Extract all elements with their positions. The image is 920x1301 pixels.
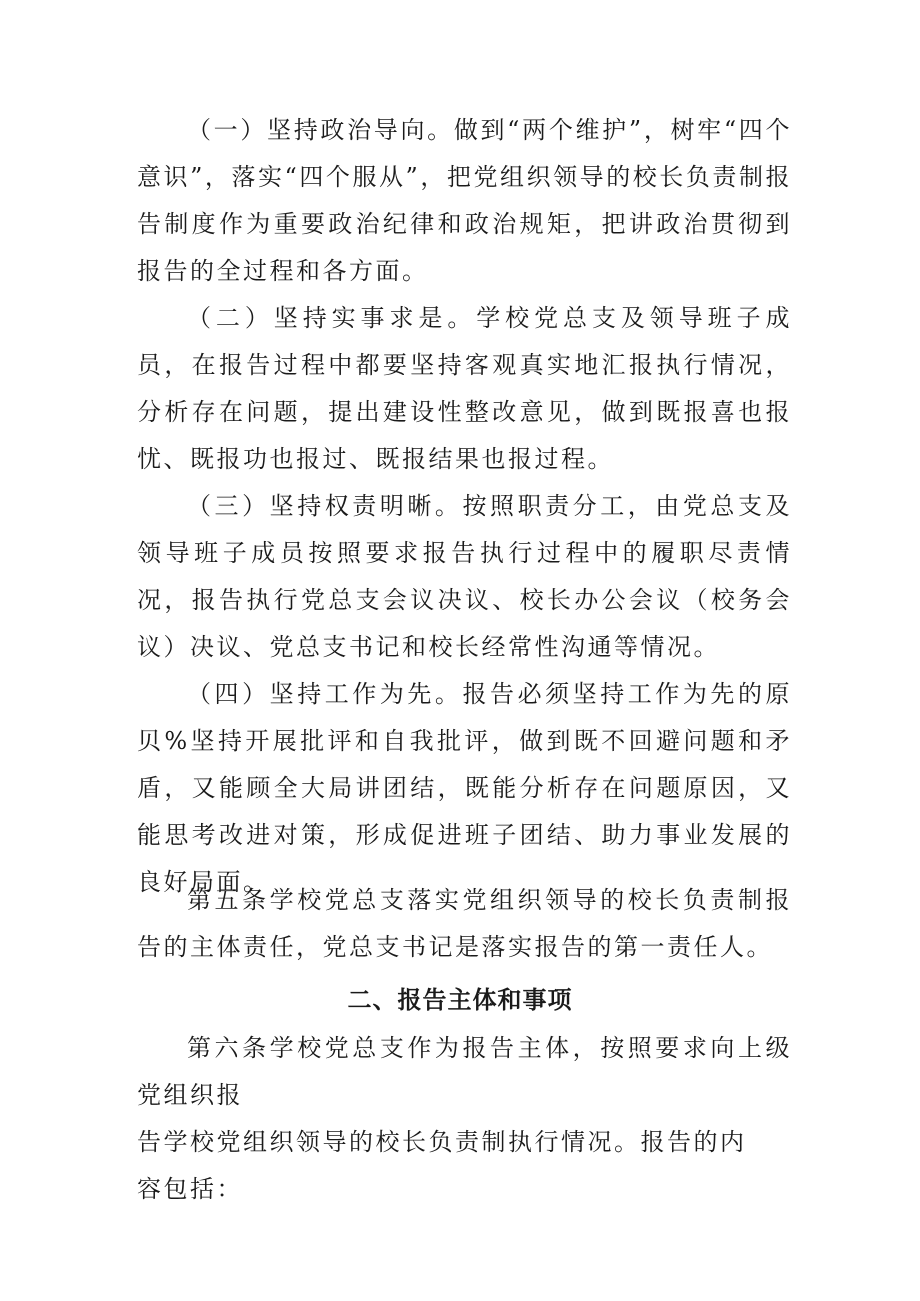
paragraph-clear-responsibility: （三）坚持权责明晰。按照职责分工，由党总支及领导班子成员按照要求报告执行过程中的履职尽责情况，报告执行党总支会议决议、校长办公会议（校务会议）决议、党总支书记和校长经常性沟通等情况。 — [137, 492, 792, 661]
article-six-line-1: 第六条学校党总支作为报告主体，按照要求向上级党组织报 — [137, 1034, 792, 1109]
paragraph-political-orientation: （一）坚持政治导向。做到“两个维护”，树牢“四个意识”，落实“四个服从”，把党组织领导的校长负责制报告制度作为重要政治纪律和政治规矩，把讲政治贯彻到报告的全过程和各方面。 — [137, 116, 792, 285]
paragraph-article-five: 第五条学校党总支落实党组织领导的校长负责制报告的主体责任，党总支书记是落实报告的第一责任人。 — [137, 886, 792, 961]
paragraph-work-first: （四）坚持工作为先。报告必须坚持工作为先的原贝%坚持开展批评和自我批评，做到既不回避问题和矛盾，又能顾全大局讲团结，既能分析存在问题原因，又能思考改进对策，形成促进班子团结、助力事业发展的良好局面。 — [137, 680, 792, 896]
paragraph-article-six — [137, 1025, 792, 1213]
section-heading: 二、报告主体和事项 — [347, 986, 573, 1014]
article-six-line-2: 告学校党组织领导的校长负责制执行情况。报告的内 — [137, 1128, 747, 1156]
paragraph-seek-truth: （二）坚持实事求是。学校党总支及领导班子成员，在报告过程中都要坚持客观真实地汇报执行情况，分析存在问题，提出建设性整改意见，做到既报喜也报忧、既报功也报过、既报结果也报过程。 — [137, 304, 792, 473]
article-six-line-3: 容包括： — [137, 1175, 243, 1203]
